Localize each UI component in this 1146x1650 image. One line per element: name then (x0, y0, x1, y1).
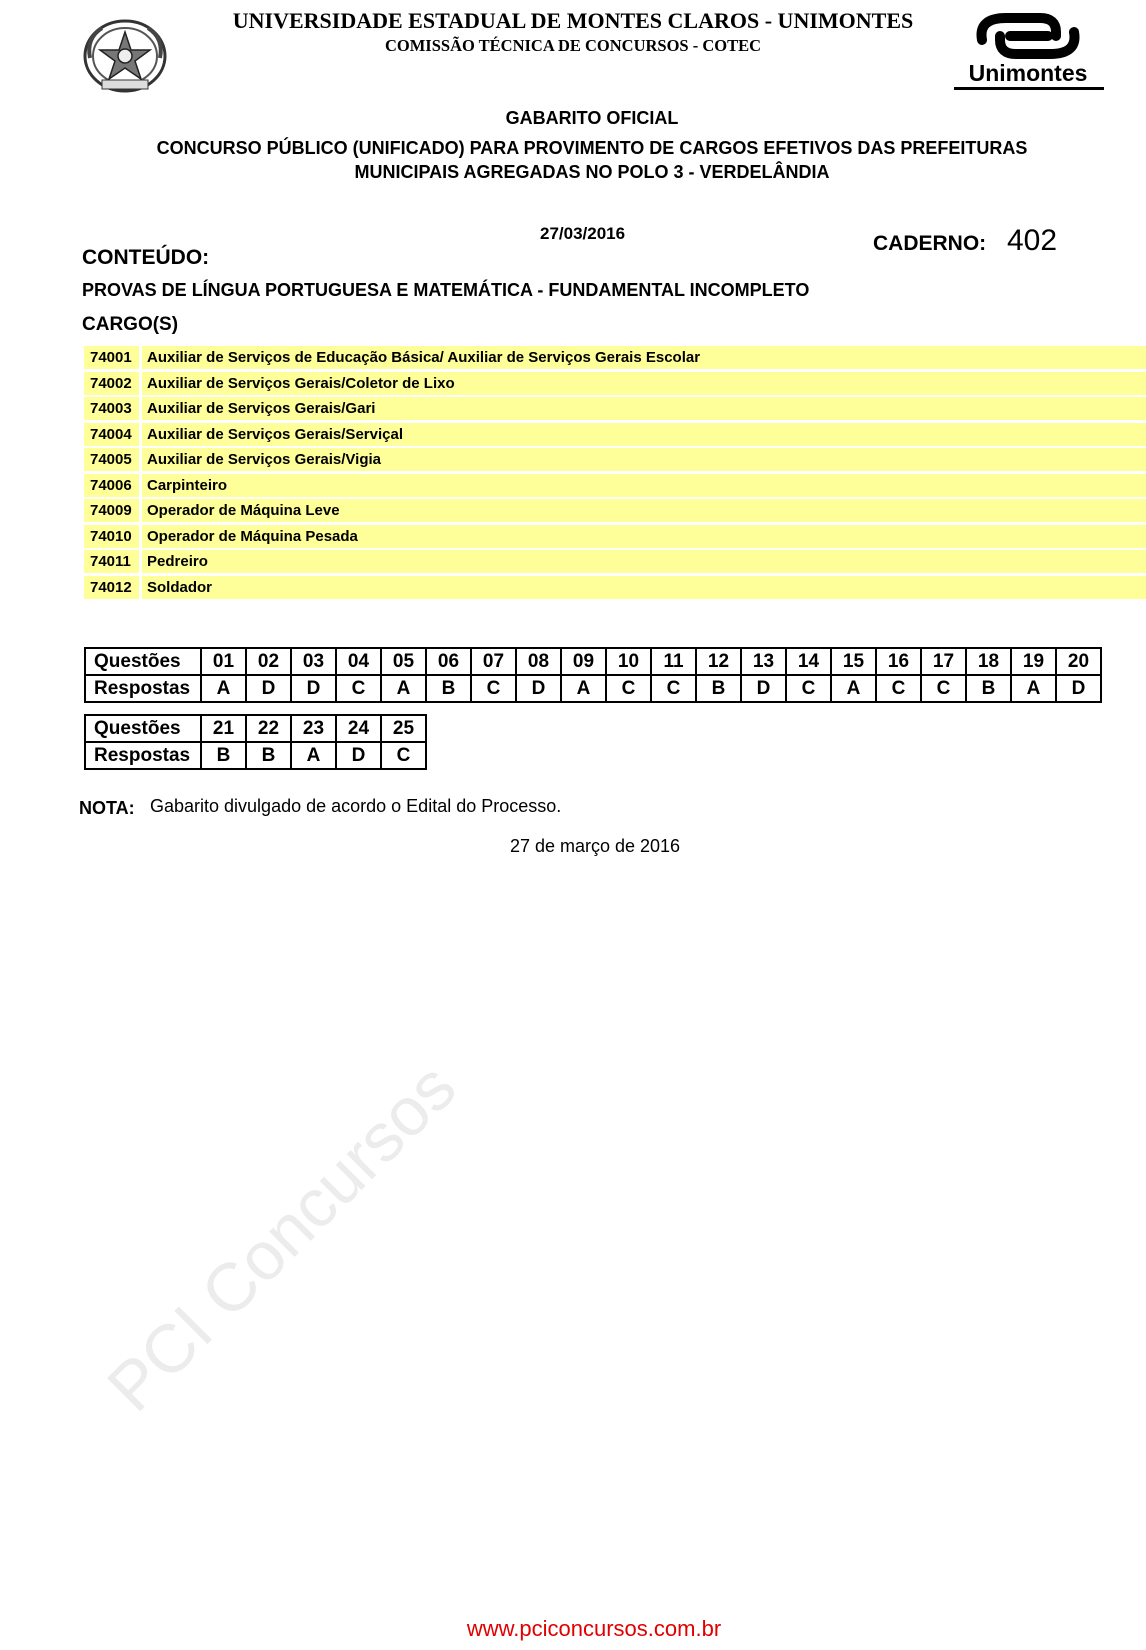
answer-letter: D (741, 675, 786, 702)
answer-letter: B (201, 742, 246, 769)
question-number: 23 (291, 715, 336, 742)
cargo-code: 74006 (84, 474, 139, 497)
cargo-row (84, 498, 1146, 524)
caderno-value: 402 (1007, 224, 1058, 257)
questions-label: Questões (85, 715, 201, 742)
logo-wordmark: Unimontes (968, 60, 1088, 86)
answer-letter: C (876, 675, 921, 702)
concurso-title-line2: MUNICIPAIS AGREGADAS NO POLO 3 - VERDELÂNDIA (354, 162, 830, 182)
question-number: 19 (1011, 648, 1056, 675)
cargo-code: 74009 (84, 499, 139, 522)
answer-letter: D (291, 675, 336, 702)
cargo-code: 74012 (84, 576, 139, 599)
caderno-label: CADERNO: (873, 232, 987, 255)
question-number: 11 (651, 648, 696, 675)
cargo-code: 74005 (84, 448, 139, 471)
answer-letter: A (561, 675, 606, 702)
cargo-code: 74001 (84, 346, 139, 369)
cargo-name: Operador de Máquina Leve (142, 499, 1146, 522)
answers-row (85, 675, 1101, 702)
answer-letter: D (1056, 675, 1101, 702)
question-number: 07 (471, 648, 516, 675)
answers-label: Respostas (85, 675, 201, 702)
cargo-code: 74004 (84, 423, 139, 446)
cargo-name: Auxiliar de Serviços Gerais/Vigia (142, 448, 1146, 471)
answer-letter: A (381, 675, 426, 702)
answer-letter: C (471, 675, 516, 702)
release-date: 27 de março de 2016 (509, 836, 681, 856)
answer-key-table-2 (84, 714, 427, 770)
question-number: 25 (381, 715, 426, 742)
question-number: 12 (696, 648, 741, 675)
answer-letter: D (246, 675, 291, 702)
question-number: 22 (246, 715, 291, 742)
question-number: 17 (921, 648, 966, 675)
answers-label: Respostas (85, 742, 201, 769)
logo-underline (954, 87, 1104, 90)
answer-letter: A (201, 675, 246, 702)
question-number: 06 (426, 648, 471, 675)
answer-letter: B (966, 675, 1011, 702)
cargo-name: Pedreiro (142, 550, 1146, 573)
questions-row (85, 715, 426, 742)
question-number: 13 (741, 648, 786, 675)
answer-letter: B (246, 742, 291, 769)
answer-letter: C (381, 742, 426, 769)
cargos-list (84, 345, 1146, 600)
conteudo-text: PROVAS DE LÍNGUA PORTUGUESA E MATEMÁTICA - FUNDAMENTAL INCOMPLETO (82, 280, 810, 300)
answer-key-table-1 (84, 647, 1102, 703)
cargo-row (84, 422, 1146, 448)
answer-letter: A (831, 675, 876, 702)
footer-url-link[interactable]: www.pciconcursos.com.br (466, 1616, 722, 1641)
cargo-code: 74011 (84, 550, 139, 573)
question-number: 16 (876, 648, 921, 675)
cargo-name: Auxiliar de Serviços Gerais/Gari (142, 397, 1146, 420)
question-number: 10 (606, 648, 651, 675)
cargo-row (84, 447, 1146, 473)
questions-label: Questões (85, 648, 201, 675)
concurso-title-line1: CONCURSO PÚBLICO (UNIFICADO) PARA PROVIMENTO DE CARGOS EFETIVOS DAS PREFEITURAS (156, 138, 1028, 158)
cargo-name: Auxiliar de Serviços Gerais/Serviçal (142, 423, 1146, 446)
cargo-row (84, 575, 1146, 601)
question-number: 14 (786, 648, 831, 675)
cargo-name: Auxiliar de Serviços Gerais/Coletor de Lixo (142, 372, 1146, 395)
cargo-name: Auxiliar de Serviços de Educação Básica/ Auxiliar de Serviços Gerais Escolar (142, 346, 1146, 369)
cargo-row (84, 396, 1146, 422)
question-number: 09 (561, 648, 606, 675)
question-number: 02 (246, 648, 291, 675)
cargo-name: Operador de Máquina Pesada (142, 525, 1146, 548)
question-number: 21 (201, 715, 246, 742)
answer-letter: B (426, 675, 471, 702)
question-number: 08 (516, 648, 561, 675)
answer-letter: C (336, 675, 381, 702)
answer-letter: C (651, 675, 696, 702)
exam-date: 27/03/2016 (540, 224, 626, 243)
cargo-row (84, 549, 1146, 575)
question-number: 04 (336, 648, 381, 675)
answer-letter: D (336, 742, 381, 769)
nota-label: NOTA: (79, 798, 135, 818)
answer-letter: C (786, 675, 831, 702)
cargo-row (84, 345, 1146, 371)
answer-letter: C (606, 675, 651, 702)
question-number: 03 (291, 648, 336, 675)
commission-name: COMISSÃO TÉCNICA DE CONCURSOS - COTEC (384, 36, 762, 55)
cargos-label: CARGO(S) (82, 314, 179, 335)
nota-text: Gabarito divulgado de acordo o Edital do Processo. (150, 796, 562, 816)
question-number: 01 (201, 648, 246, 675)
watermark: PCI Concursos (93, 1048, 471, 1426)
answer-letter: A (291, 742, 336, 769)
document-title: GABARITO OFICIAL (505, 108, 679, 128)
conteudo-label: CONTEÚDO: (82, 246, 210, 269)
answers-row (85, 742, 426, 769)
question-number: 05 (381, 648, 426, 675)
cargo-code: 74010 (84, 525, 139, 548)
university-name: UNIVERSIDADE ESTADUAL DE MONTES CLAROS - UNIMONTES (232, 8, 914, 33)
cargo-code: 74003 (84, 397, 139, 420)
question-number: 15 (831, 648, 876, 675)
cargo-name: Soldador (142, 576, 1146, 599)
question-number: 18 (966, 648, 1011, 675)
cargo-name: Carpinteiro (142, 474, 1146, 497)
answer-letter: C (921, 675, 966, 702)
answer-letter: A (1011, 675, 1056, 702)
answer-letter: D (516, 675, 561, 702)
answer-letter: B (696, 675, 741, 702)
cargo-row (84, 371, 1146, 397)
cargo-row (84, 473, 1146, 499)
question-number: 24 (336, 715, 381, 742)
cargo-row (84, 524, 1146, 550)
cargo-code: 74002 (84, 372, 139, 395)
questions-row (85, 648, 1101, 675)
question-number: 20 (1056, 648, 1101, 675)
